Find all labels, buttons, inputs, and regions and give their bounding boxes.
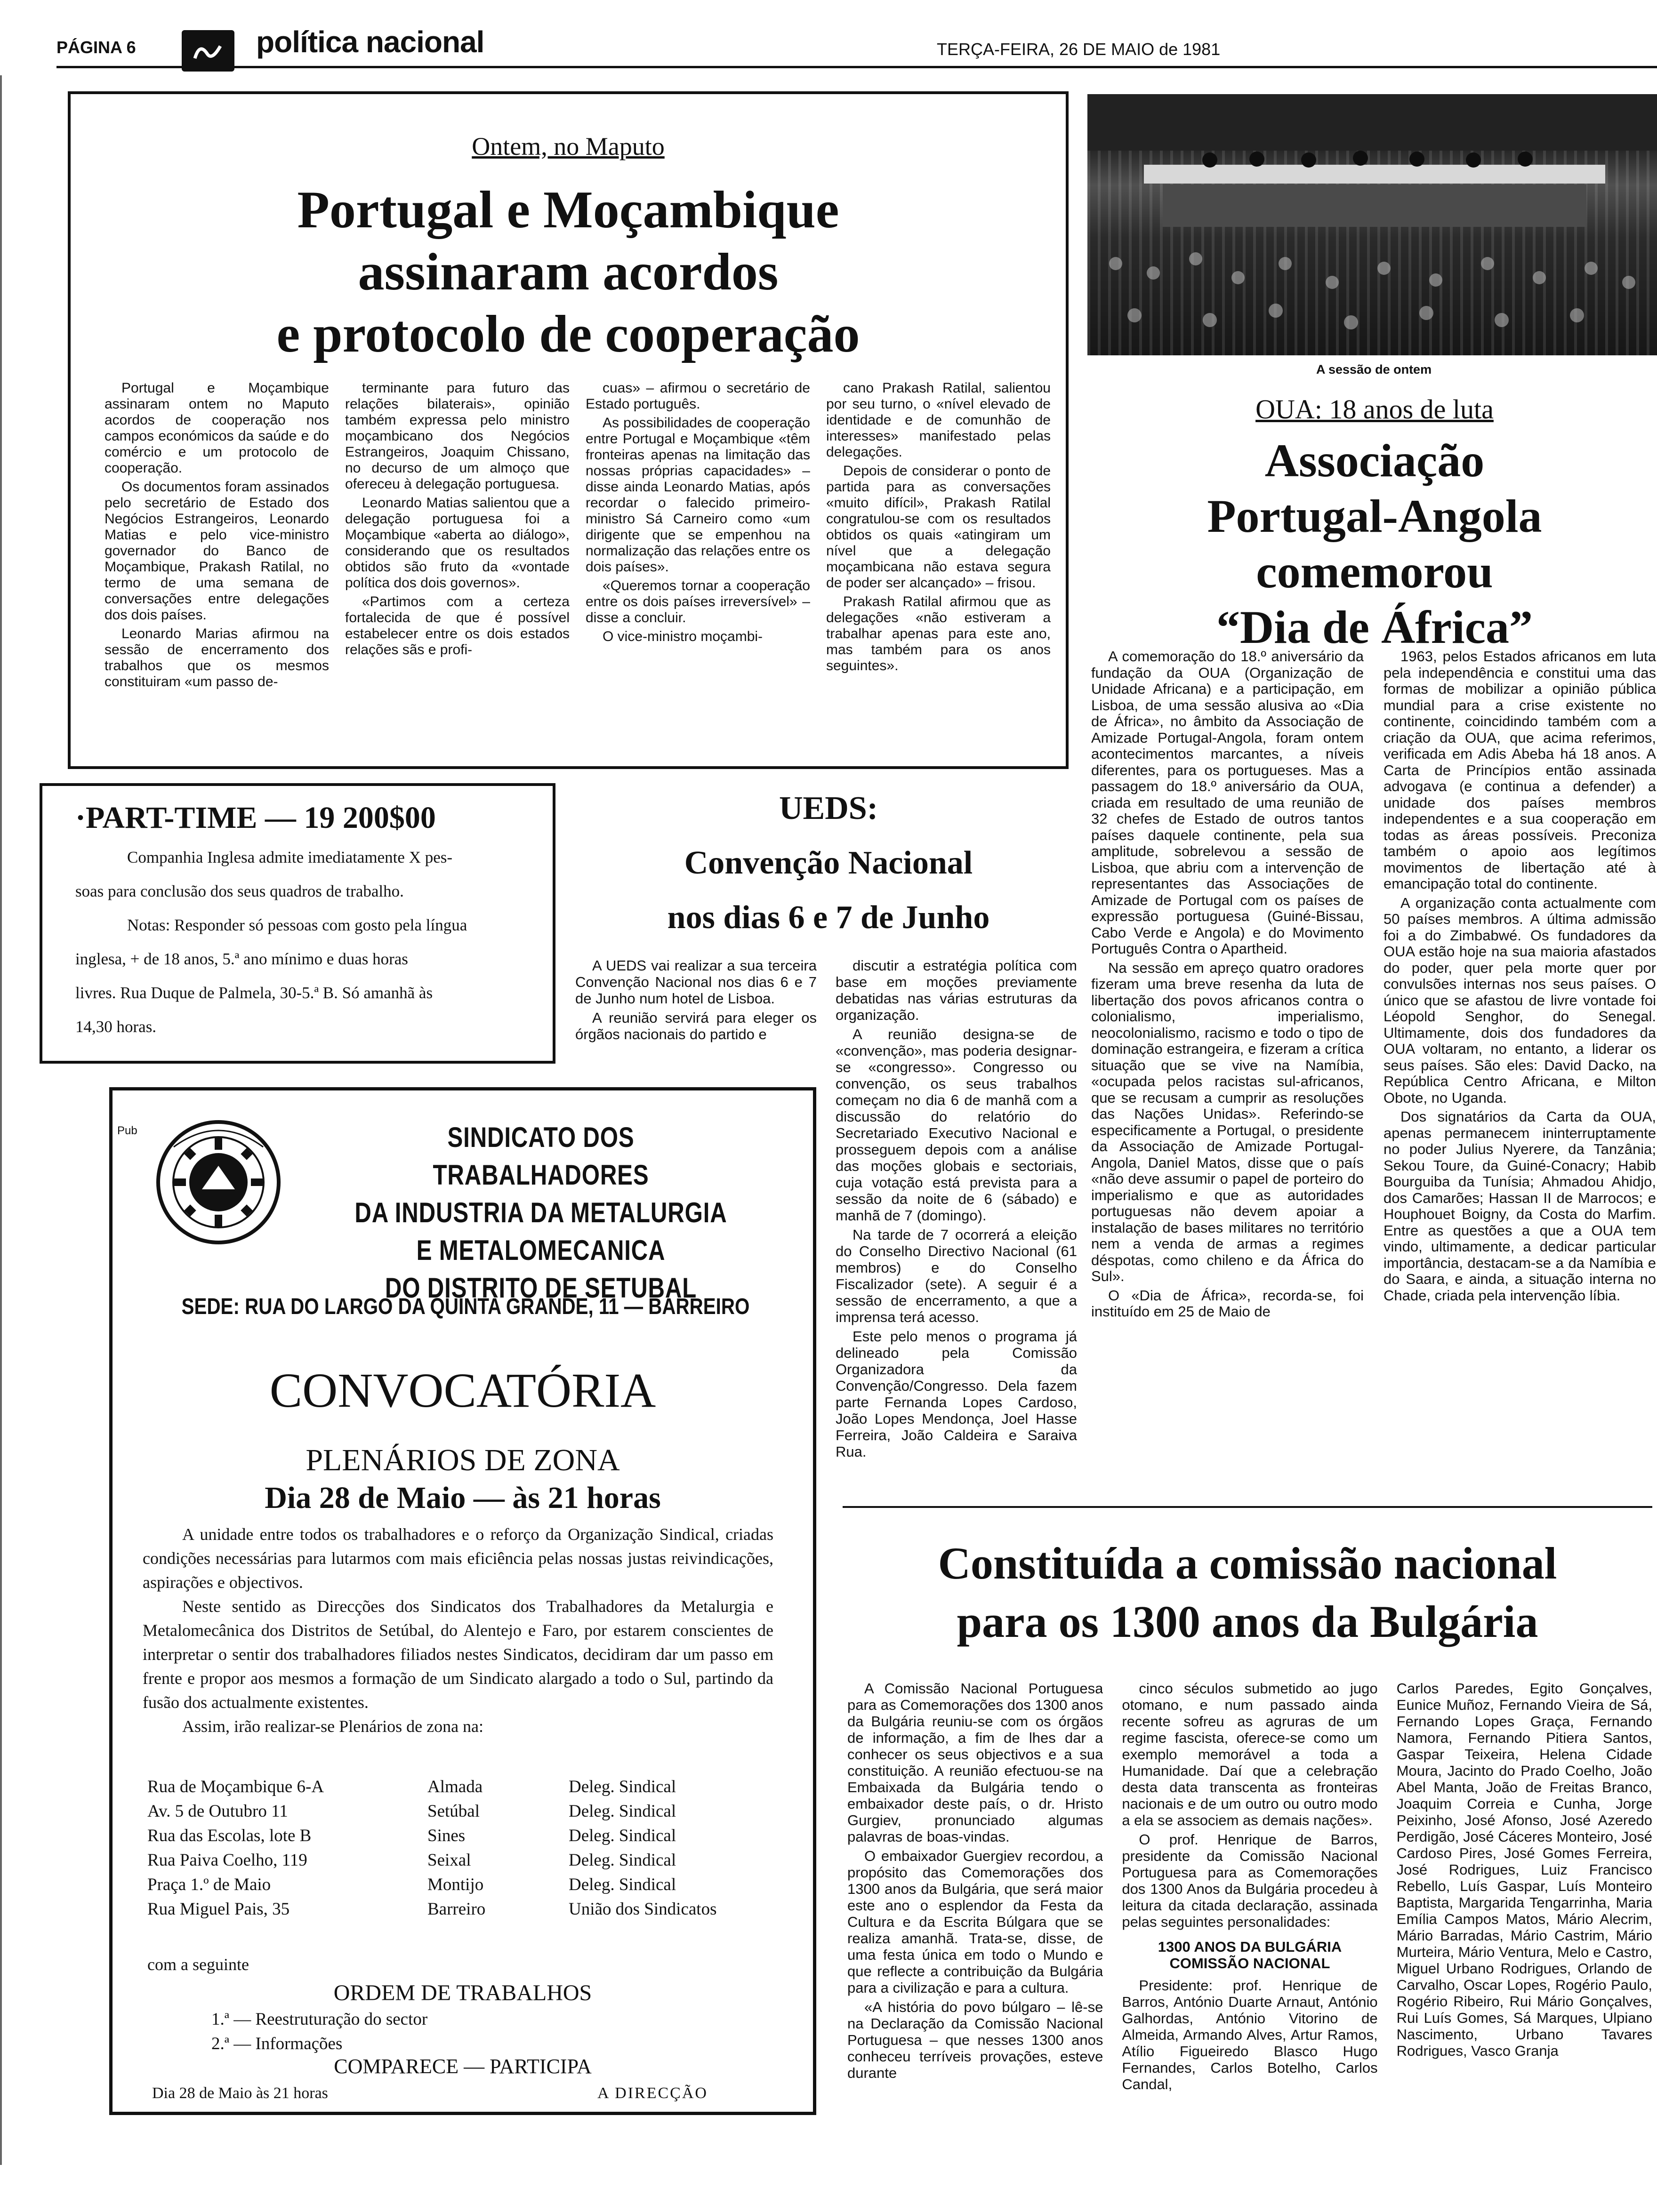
bulgaria-top-rule [843, 1506, 1652, 1508]
headline-line: “Dia de África” [1216, 601, 1533, 653]
text-column [847, 1680, 1103, 2184]
paragraph: Presidente: prof. Henrique de Barros, António Duarte Arnaut, António Galhordas, António Vitorino de Almeida, Armando Alves, Artur Ramos, Atílio Figueiredo Blasco Hugo Fernandes, Carlos Botelho, Carlos Candal, [1122, 1977, 1378, 2092]
header-rule [56, 66, 1657, 68]
zone-city: Setúbal [427, 1802, 480, 1821]
ad-line: Notas: Responder só pessoas com gosto pela língua [127, 916, 467, 934]
zone-venue: União dos Sindicatos [569, 1899, 717, 1919]
zone-address: Rua Paiva Coelho, 119 [147, 1851, 307, 1870]
ad-line: soas para conclusão dos seus quadros de trabalho. [75, 882, 404, 900]
article-mozambique-box [68, 91, 1069, 769]
zone-row [147, 1824, 778, 1848]
headline-line: Constituída a comissão nacional [938, 1538, 1557, 1588]
photo-caption: A sessão de ontem [1316, 362, 1432, 377]
zones-table [147, 1775, 778, 1922]
sindicato-logo-icon [155, 1119, 282, 1246]
zone-city: Seixal [427, 1851, 471, 1870]
zone-address: Rua Miguel Pais, 35 [147, 1899, 290, 1919]
paragraph: Na tarde de 7 ocorrerá a eleição do Conselho Directivo Nacional (61 membros) e do Conselho Fiscalizador (sete). A seguir é a sessão de encerramento, a que a imprensa terá acesso. [836, 1226, 1077, 1325]
zone-row [147, 1799, 778, 1824]
zone-address: Av. 5 de Outubro 11 [147, 1802, 288, 1821]
ad-line: 14,30 horas. [75, 1018, 157, 1036]
ad-line: Companhia Inglesa admite imediatamente X pes- [127, 848, 453, 866]
heading-line: 1300 ANOS DA BULGÁRIA [1158, 1939, 1342, 1955]
declaration-heading [1122, 1939, 1377, 1972]
issue-date: TERÇA-FEIRA, 26 DE MAIO de 1981 [937, 40, 1221, 59]
paragraph: A UEDS vai realizar a sua terceira Convenção Nacional nos dias 6 e 7 de Junho num hotel de Lisboa. [575, 957, 817, 1007]
text-column [1397, 1680, 1652, 2184]
text-column [345, 380, 570, 747]
comparece-line: COMPARECE — PARTICIPA [334, 2055, 592, 2078]
ordem-list [211, 2007, 427, 2056]
paragraph: Os documentos foram assinados pelo secretário de Estado dos Negócios Estrangeiros, Leonardo Matias e pelo vice-ministro governador do Banco de Moçambique, Prakash Ratilal, no termo de uma semana de conversações entre delegações dos dois países. [105, 479, 329, 623]
paragraph: «Partimos com a certeza fortalecida de que é possível estabelecer entre os dois estados relações sãs e profi- [345, 594, 570, 657]
zone-city: Montijo [427, 1875, 484, 1894]
zone-venue: Deleg. Sindical [569, 1777, 676, 1796]
sindicato-logo [155, 1119, 282, 1246]
paragraph: «Queremos tornar a cooperação entre os dois países irreversível» – disse a concluir. [586, 578, 810, 625]
text-column [1384, 649, 1656, 1500]
paragraph: O prof. Henrique de Barros, presidente da Comissão Nacional Portuguesa para as Comemorações dos 1300 Anos da Bulgária procedeu à leitura da citada declaração, assinada pelas seguintes personalidades: [1122, 1831, 1378, 1930]
article-mozambique-kicker: Ontem, no Maputo [472, 132, 665, 160]
zone-row [147, 1897, 778, 1922]
headline-line: e protocolo de cooperação [276, 305, 860, 363]
headline-line: para os 1300 anos da Bulgária [957, 1596, 1538, 1647]
sindicato-sede: SEDE: RUA DO LARGO DA QUINTA GRANDE, 11 — BARREIRO [181, 1294, 750, 1319]
title-line: DO DISTRITO DE SETUBAL [385, 1272, 697, 1304]
article-oua-kicker: OUA: 18 anos de luta [1255, 394, 1494, 425]
ad-sindicato-box [109, 1087, 816, 2115]
paragraph: O embaixador Guergiev recordou, a propósito das Comemorações dos 1300 anos da Bulgária, que será maior este ano o esplendor da Festa da Cultura e da Escrita Búlgara que se realiza amanhã. Trata-se, disse, de uma festa única em todo o Mundo e que reflecte a contribuição da Bulgária para a civilização e para a cultura. [847, 1848, 1103, 1996]
title-line: SINDICATO DOS TRABALHADORES [433, 1122, 649, 1191]
headline-line: comemorou [1256, 545, 1493, 598]
zone-row [147, 1848, 778, 1873]
ad-line: livres. Rua Duque de Palmela, 30-5.ª B. Só amanhã às [75, 984, 433, 1002]
article-mozambique-body [105, 380, 1051, 747]
text-column [1122, 1680, 1377, 2184]
com-seguinte: com a seguinte [147, 1955, 249, 1974]
zone-address: Praça 1.º de Maio [147, 1875, 271, 1894]
ad-parttime-title: ·PART-TIME — 19 200$00 [75, 801, 436, 835]
footer-signature: A DIRECÇÃO [597, 2084, 708, 2102]
article-oua-body [1091, 649, 1656, 1500]
paragraph: Portugal e Moçambique assinaram ontem no Maputo acordos de cooperação nos campos económicos da saúde e do comércio e um protocolo de cooperação. [105, 380, 329, 476]
paragraph: cinco séculos submetido ao jugo otomano, e num passado ainda recente sofreu as agruras de um regime fascista, oferece-se como um exemplo memorável a toda a Humanidade. Daí que a celebração desta data transcenta as fronteiras nacionais e de um outro ou outro modo a ela se associem as demais nações». [1122, 1680, 1378, 1828]
zone-address: Rua de Moçambique 6-A [147, 1777, 324, 1796]
zone-city: Almada [427, 1777, 483, 1796]
section-title: política nacional [256, 25, 484, 59]
zone-venue: Deleg. Sindical [569, 1875, 676, 1894]
zone-venue: Deleg. Sindical [569, 1802, 676, 1821]
zone-venue: Deleg. Sindical [569, 1851, 676, 1870]
paragraph: 1963, pelos Estados africanos em luta pela independência e constitui uma das formas de mobilizar a opinião pública mundial para a crise existente no continente, coincidindo também com a criação da OUA, que acima referimos, verificada em Adis Abeba há 18 anos. A Carta de Princípios então assinada advogava (e continua a defender) a unidade dos países membros independentes e a sua cooperação em todas as áreas possíveis. Preconiza também o apoio aos legítimos movimentos de libertação até à emancipação total do continente. [1384, 649, 1656, 892]
ad-parttime-text [75, 841, 546, 1044]
zone-row [147, 1775, 778, 1799]
headline-line: nos dias 6 e 7 de Junho [667, 899, 990, 936]
text-column [586, 380, 810, 747]
sindicato-title [336, 1119, 745, 1307]
plenarios-date: Dia 28 de Maio — às 21 horas [265, 1481, 661, 1515]
paragraph: cuas» – afirmou o secretário de Estado português. [586, 380, 810, 412]
article-mozambique-headline [71, 179, 1066, 365]
ordem-title: ORDEM DE TRABALHOS [333, 1980, 592, 2005]
paragraph: Depois de considerar o ponto de partida para as conversações «muito difícil», Prakash Ratilal congratulou-se com os resultados obtidos os quais «atingiram um nível que a delegação moçambicana não estava segura de poder ser alcançado» – frisou. [826, 463, 1051, 591]
paragraph: Carlos Paredes, Egito Gonçalves, Eunice Muñoz, Fernando Vieira de Sá, Fernando Lopes Graça, Fernando Namora, Fernando Pitiera Santos, Gaspar Teixeira, Helena Cidade Moura, Jacinto do Prado Coelho, João Abel Manta, João de Freitas Branco, Joaquim Correia e Cunha, Jorge Peixinho, José Afonso, José Azeredo Perdigão, José Cáceres Monteiro, José Cardoso Pires, José Gomes Ferreira, José Rodrigues, Luiz Francisco Rebello, Luís Gaspar, Luís Monteiro Baptista, Margarida Tengarrinha, Maria Emília Campos Matos, Mário Alecrim, Mário Barradas, Mário Castrim, Mário Murteira, Mário Ventura, Melo e Castro, Miguel Urbano Rodrigues, Orlando de Carvalho, Oscar Lopes, Rogério Paulo, Rogério Ribeiro, Rui Mário Gonçalves, Rui Luís Gomes, Sá Marques, Ulpiano Nascimento, Urbano Tavares Rodrigues, Vasco Granja [1396, 1680, 1652, 2059]
paragraph: Prakash Ratilal afirmou que as delegações «não estiveram a trabalhar apenas para este ano, mas também para os anos seguintes». [826, 594, 1051, 673]
headline-line: Convenção Nacional [684, 845, 973, 881]
text-column [826, 380, 1051, 747]
paragraph: A reunião designa-se de «convenção», mas poderia designar-se «congresso». Congresso ou convenção, os seus trabalhos começam no dia 6 de manhã com a discussão do relatório do Secretariado Executivo Nacional e prosseguem depois com a análise das moções globais e sectoriais, cuja votação está prevista para a sessão da noite de 6 (sábado) e manhã de 7 (domingo). [836, 1026, 1077, 1224]
paragraph: A unidade entre todos os trabalhadores e o reforço da Organização Sindical, criadas condições necessárias para lutarmos com mais eficiência pelas nossas justas reivindicações, aspirações e objectivos. [143, 1525, 773, 1592]
paragraph: «A história do povo búlgaro – lê-se na Declaração da Comissão Nacional Portuguesa – que nesses 1300 anos conheceu terríveis provações, esteve durante [847, 1999, 1103, 2081]
text-column [836, 957, 1077, 1499]
pub-tag: Pub [117, 1124, 137, 1137]
paragraph: Este pelo menos o programa já delineado pela Comissão Organizadora da Convenção/Congresso. Dela fazem parte Fernanda Lopes Cardoso, João Lopes Mendonça, Joel Hasse Ferreira, João Caldeira e Saraiva Rua. [836, 1328, 1077, 1460]
section-logo-glyph [182, 30, 234, 72]
page-left-border [0, 75, 2, 2165]
paragraph: Leonardo Marias afirmou na sessão de encerramento dos trabalhos que os mesmos constituiram «um passo de- [105, 626, 329, 689]
ordem-item: 1.ª — Reestruturação do sector [211, 2010, 428, 2029]
paragraph: A comemoração do 18.º aniversário da fundação da OUA (Organização de Unidade Africana) e a participação, em Lisboa, de uma sessão alusiva ao «Dia de África», no âmbito da Associação de Amizade Portugal-Angola, foram ontem acontecimentos marcantes, a níveis diferentes, para os portugueses. Mas a passagem do 18.º aniversário da OUA, criada em resultado de uma reunião de 32 chefes de Estado de outros tantos países daquele continente, pela sua amplitude, sobrelevou a sessão de Lisboa, que abriu com a intervenção de representantes das Associações de Amizade de Portugal com os países de expressão portuguesa (Guiné-Bissau, Cabo Verde e Angola) e do Movimento Português Contra o Apartheid. [1091, 649, 1364, 957]
article-bulgaria-body [847, 1680, 1652, 2184]
paragraph: As possibilidades de cooperação entre Portugal e Moçambique «têm fronteiras apenas na limitação das nossas próprias capacidades» – disse ainda Leonardo Matias, após recordar o falecido primeiro-ministro Sá Carneiro como «um dirigente que se empenhou na normalização das relações entre os dois países». [586, 415, 810, 575]
zone-address: Rua das Escolas, lote B [147, 1826, 312, 1845]
title-line: DA INDUSTRIA DA METALURGIA [354, 1197, 727, 1228]
paragraph: O vice-ministro moçambi- [603, 629, 763, 644]
convocatoria-title: CONVOCATÓRIA [269, 1363, 656, 1418]
paragraph: Neste sentido as Direcções dos Sindicatos dos Trabalhadores da Metalurgia e Metalomecânica dos Distritos de Setúbal, do Alentejo e Faro, por estarem conscientes de interpretar o sentir dos trabalhadores filiados nestes Sindicatos, decidiram dar um passo em frente e propor aos mesmos a formação de um Sindicato alargado a todo o Sul, partindo da fusão dos actualmente existentes. [143, 1597, 773, 1712]
paragraph: Assim, irão realizar-se Plenários de zona na: [182, 1717, 484, 1736]
zone-row [147, 1873, 778, 1897]
paragraph: A reunião servirá para eleger os órgãos nacionais do partido e [575, 1010, 817, 1042]
title-line: E METALOMECANICA [416, 1234, 666, 1266]
ad-line: inglesa, + de 18 anos, 5.ª ano mínimo e duas horas [75, 950, 408, 968]
article-ueds-headline [570, 781, 1087, 945]
headline-line: Portugal e Moçambique [297, 181, 839, 239]
paragraph: A organização conta actualmente com 50 países membros. A última admissão foi a do Zimbabwé. Os fundadores da OUA estão hoje na sua maioria afastados do poder, quer pela morte quer por convulsões internas nos seus países. O único que se afastou de livre vontade foi Léopold Senghor, do Senegal. Ultimamente, dois dos fundadores da OUA voltaram, no entanto, a liderar os seus países. São eles: David Dacko, na República Centro Africana, e Milton Obote, no Uganda. [1384, 894, 1656, 1106]
text-column [1091, 649, 1364, 1500]
photo-scene [1087, 94, 1657, 355]
headline-line: assinaram acordos [358, 243, 779, 301]
paragraph: Dos signatários da Carta da OUA, apenas permanecem ininterruptamente no poder Julius Nyerere, da Tanzânia; Sekou Toure, da Guiné-Conacry; Habib Bourguiba da Tunísia; Ahmadou Ahidjo, dos Camarões; Hassan II de Marrocos; e Houphouet Boigny, da Costa do Marfim. Entre as questões a que a OUA tem vindo, ultimamente, a dedicar particular importância, destacam-se a da Namíbia e do Saara, e ainda, a situação interna no Chade, criada pela intervenção líbia. [1384, 1108, 1656, 1304]
plenarios-title: PLENÁRIOS DE ZONA [306, 1443, 620, 1477]
footer-date: Dia 28 de Maio às 21 horas [152, 2084, 328, 2102]
section-logo-icon [182, 30, 234, 72]
paragraph: Na sessão em apreço quatro oradores fizeram uma breve resenha da luta de libertação dos povos africanos contra o colonialismo, imperialismo, neocolonialismo, racismo e todo o tipo de dominação estrangeira, e fizeram a crítica situação que se vive na Namíbia, «ocupada pelos racistas sul-africanos, que se recusam a cumprir as resoluções das Nações Unidas». Referindo-se especificamente a Portugal, o presidente da Associação de Amizade Portugal-Angola, Daniel Matos, disse que o país «não deve assumir o papel de porteiro do imperialismo e que as autoridades portuguesas não devem apoiar a instalação de bases militares no território nem a venda de armas a regimes déspotas, como chileno e da África do Sul». [1091, 959, 1364, 1284]
article-oua-headline [1092, 433, 1657, 655]
text-column [105, 380, 329, 747]
heading-line: COMISSÃO NACIONAL [1169, 1955, 1330, 1972]
paragraph: Leonardo Matias salientou que a delegação portuguesa foi a Moçambique «aberta ao diálogo», considerando que os resultados obtidos são fruto da «vontade política dos dois governos». [345, 495, 570, 591]
zone-city: Barreiro [427, 1899, 486, 1919]
paragraph: cano Prakash Ratilal, salientou por seu turno, o «nível elevado de identidade e de comunhão de interesses» manifestado pelas delegações. [826, 380, 1051, 460]
ad-parttime-box [40, 783, 555, 1064]
paragraph: discutir a estratégia política com base em moções previamente debatidas nas várias estruturas da organização. [836, 957, 1077, 1023]
headline-line: UEDS: [779, 790, 878, 826]
headline-line: Portugal-Angola [1207, 490, 1542, 542]
news-photo [1087, 94, 1657, 355]
page-label: PÁGINA 6 [56, 38, 136, 57]
sindicato-body [143, 1523, 773, 1739]
zone-city: Sines [427, 1826, 466, 1845]
headline-line: Associação [1264, 434, 1485, 487]
zone-venue: Deleg. Sindical [569, 1826, 676, 1845]
paragraph: terminante para futuro das relações bilaterais», opinião também expressa pelo ministro moçambicano dos Negócios Estrangeiros, Joaquim Chissano, no decurso de um almoço que ofereceu à delegação portuguesa. [345, 380, 570, 492]
ordem-item: 2.ª — Informações [211, 2034, 343, 2053]
paragraph: A Comissão Nacional Portuguesa para as Comemorações dos 1300 anos da Bulgária reuniu-se com os órgãos de informação, a fim de lhes dar a conhecer os seus objectivos e a sua constituição. A reunião efectuou-se na Embaixada da Bulgária tendo o embaixador deste país, o dr. Hristo Gurgiev, pronunciado algumas palavras de boas-vindas. [847, 1680, 1103, 1845]
article-bulgaria-headline [843, 1534, 1652, 1651]
paragraph: O «Dia de África», recorda-se, foi instituído em 25 de Maio de [1091, 1287, 1364, 1320]
